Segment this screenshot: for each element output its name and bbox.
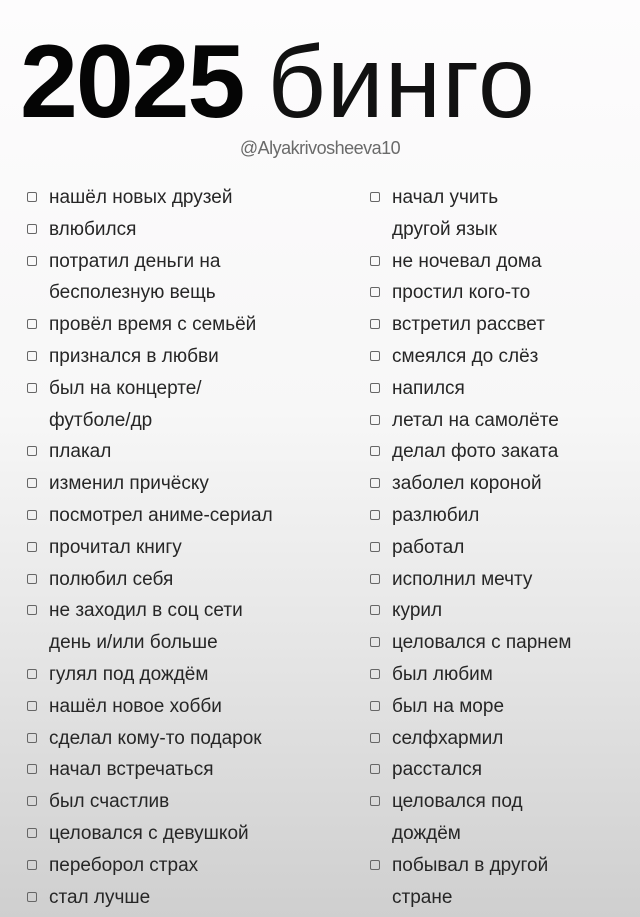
- checkbox-icon[interactable]: [27, 796, 37, 806]
- checklist-item-label: гулял под дождём: [49, 663, 209, 685]
- checklist-item-label: встретил рассвет: [392, 314, 545, 336]
- checklist-item-label: стал лучше: [49, 886, 151, 908]
- checklist-item[interactable]: [27, 850, 273, 882]
- checklist-item[interactable]: [27, 468, 273, 500]
- checklist-item-label: расстался: [392, 759, 483, 781]
- checkbox-icon[interactable]: [27, 542, 37, 552]
- checklist-item[interactable]: [370, 277, 571, 309]
- checkbox-icon[interactable]: [27, 383, 37, 393]
- checklist-item-label: исполнил мечту: [392, 568, 533, 590]
- checklist-item-label: прочитал книгу: [49, 536, 182, 558]
- checklist-item-label: другой язык: [392, 218, 497, 240]
- checklist-item-label: бесполезную вещь: [49, 282, 216, 304]
- checklist-item[interactable]: [27, 723, 273, 755]
- checklist-item[interactable]: [370, 246, 571, 278]
- checklist-item[interactable]: [27, 214, 273, 246]
- checkbox-icon[interactable]: [370, 287, 380, 297]
- checkbox-icon[interactable]: [370, 415, 380, 425]
- checkbox-icon[interactable]: [370, 256, 380, 266]
- checklist-item[interactable]: [27, 754, 273, 786]
- checkbox-icon[interactable]: [370, 542, 380, 552]
- checklist-item-label: сделал кому-то подарок: [49, 727, 262, 749]
- checklist-item-label: напился: [392, 377, 465, 399]
- checkbox-icon[interactable]: [370, 637, 380, 647]
- checkbox-icon[interactable]: [370, 669, 380, 679]
- checklist-item[interactable]: [27, 532, 273, 564]
- checklist-item-label: летал на самолёте: [392, 409, 559, 431]
- checklist-item-label: смеялся до слёз: [392, 345, 539, 367]
- checkbox-icon[interactable]: [370, 605, 380, 615]
- checklist-item-label: плакал: [49, 441, 112, 463]
- checkbox-icon[interactable]: [27, 224, 37, 234]
- checklist-item-label: стране: [392, 886, 453, 908]
- checklist-right-column: [370, 182, 571, 913]
- checklist-item-label: целовался под: [392, 791, 523, 813]
- checkbox-icon[interactable]: [370, 764, 380, 774]
- checkbox-icon[interactable]: [27, 574, 37, 584]
- checklist-item[interactable]: [370, 691, 571, 723]
- checkbox-icon[interactable]: [370, 446, 380, 456]
- checklist-item-label: нашёл новое хобби: [49, 695, 222, 717]
- checklist-item-label: курил: [392, 600, 443, 622]
- checklist-item[interactable]: [27, 659, 273, 691]
- checklist-item-label: побывал в другой: [392, 854, 549, 876]
- checkbox-icon[interactable]: [27, 256, 37, 266]
- checklist-item-label: переборол страх: [49, 854, 199, 876]
- checklist-item-label: нашёл новых друзей: [49, 187, 233, 208]
- checklist-item[interactable]: [370, 595, 571, 627]
- checklist-item-label: делал фото заката: [392, 441, 559, 463]
- checklist-item[interactable]: [370, 309, 571, 341]
- checkbox-icon[interactable]: [27, 764, 37, 774]
- checklist-item-label: был любим: [392, 663, 493, 685]
- checkbox-icon[interactable]: [370, 383, 380, 393]
- checklist-item-label: не ночевал дома: [392, 250, 542, 272]
- checklist-item-label: целовался с девушкой: [49, 822, 249, 844]
- checklist-item-label: разлюбил: [392, 504, 480, 526]
- checklist-item[interactable]: [370, 850, 571, 914]
- checkbox-icon[interactable]: [370, 192, 380, 202]
- checkbox-icon[interactable]: [27, 192, 37, 202]
- checklist-item[interactable]: [370, 786, 571, 850]
- checklist-item-label: начал учить: [392, 187, 499, 208]
- checklist-item[interactable]: [370, 627, 571, 659]
- checkbox-icon[interactable]: [370, 319, 380, 329]
- checklist-item-label: потратил деньги на: [49, 250, 221, 272]
- checklist-left-column: [27, 182, 273, 913]
- checklist-item-label: не заходил в соц сети: [49, 600, 243, 622]
- page-title: [20, 24, 536, 140]
- checklist-item[interactable]: [27, 246, 273, 310]
- checklist-item[interactable]: [370, 436, 571, 468]
- checkbox-icon[interactable]: [370, 733, 380, 743]
- checklist-item-label: посмотрел аниме-сериал: [49, 504, 273, 526]
- checklist-item[interactable]: [370, 659, 571, 691]
- checkbox-icon[interactable]: [370, 574, 380, 584]
- checklist-item[interactable]: [27, 691, 273, 723]
- title-word: бинго: [267, 25, 536, 139]
- checklist-item-label: изменил причёску: [49, 473, 209, 495]
- checklist-item[interactable]: [27, 595, 273, 659]
- checkbox-icon[interactable]: [27, 860, 37, 870]
- checkbox-icon[interactable]: [370, 510, 380, 520]
- checklist-item[interactable]: [370, 754, 571, 786]
- checkbox-icon[interactable]: [27, 892, 37, 902]
- checklist-item-label: был на концерте/: [49, 377, 202, 399]
- checkbox-icon[interactable]: [370, 351, 380, 361]
- checkbox-icon[interactable]: [370, 701, 380, 711]
- checkbox-icon[interactable]: [370, 478, 380, 488]
- checklist-item[interactable]: [370, 564, 571, 596]
- checkbox-icon[interactable]: [27, 510, 37, 520]
- checkbox-icon[interactable]: [27, 446, 37, 456]
- checklist-item[interactable]: [27, 309, 273, 341]
- checklist-item-label: был на море: [392, 695, 505, 717]
- checklist-item-label: простил кого-то: [392, 282, 531, 304]
- checkbox-icon[interactable]: [27, 351, 37, 361]
- checklist-item[interactable]: [370, 468, 571, 500]
- checklist-item[interactable]: [370, 500, 571, 532]
- checklist-item-label: целовался с парнем: [392, 632, 572, 654]
- author-handle: @Alyakrivosheeva10: [239, 138, 401, 158]
- checklist-item[interactable]: [370, 341, 571, 373]
- checklist-item-label: провёл время с семьёй: [49, 314, 257, 336]
- checklist-item[interactable]: [370, 723, 571, 755]
- checklist-item[interactable]: [27, 373, 273, 437]
- checkbox-icon[interactable]: [27, 605, 37, 615]
- checklist-item-label: начал встречаться: [49, 759, 214, 781]
- checkbox-icon[interactable]: [370, 796, 380, 806]
- checklist-item-label: селфхармил: [392, 727, 504, 749]
- checklist-item-label: работал: [392, 536, 465, 558]
- checkbox-icon[interactable]: [27, 828, 37, 838]
- checklist-item[interactable]: [27, 500, 273, 532]
- checklist-item-label: признался в любви: [49, 345, 219, 367]
- checklist-item-label: футболе/др: [49, 409, 153, 431]
- checklist-item-label: дождём: [392, 822, 461, 844]
- checkbox-icon[interactable]: [27, 478, 37, 488]
- checkbox-icon[interactable]: [370, 860, 380, 870]
- checklist-item-label: день и/или больше: [49, 632, 218, 654]
- checklist-item-label: был счастлив: [49, 791, 170, 813]
- checkbox-icon[interactable]: [27, 319, 37, 329]
- title-year: 2025: [20, 24, 244, 140]
- checklist-item-label: полюбил себя: [49, 568, 174, 590]
- checklist-item[interactable]: [27, 341, 273, 373]
- checklist-item[interactable]: [27, 182, 273, 214]
- checklist-item[interactable]: [27, 564, 273, 596]
- checkbox-icon[interactable]: [27, 701, 37, 711]
- checklist-item[interactable]: [370, 405, 571, 437]
- checklist-item[interactable]: [27, 786, 273, 818]
- checklist-item[interactable]: [370, 373, 571, 405]
- checklist-item[interactable]: [27, 436, 273, 468]
- checklist-item[interactable]: [370, 532, 571, 564]
- checklist-item-label: влюбился: [49, 218, 137, 240]
- checklist-item-label: заболел короной: [392, 473, 542, 495]
- checklist-item[interactable]: [370, 182, 571, 246]
- checklist-item[interactable]: [27, 818, 273, 850]
- checklist-item[interactable]: [27, 882, 273, 914]
- checkbox-icon[interactable]: [27, 669, 37, 679]
- checkbox-icon[interactable]: [27, 733, 37, 743]
